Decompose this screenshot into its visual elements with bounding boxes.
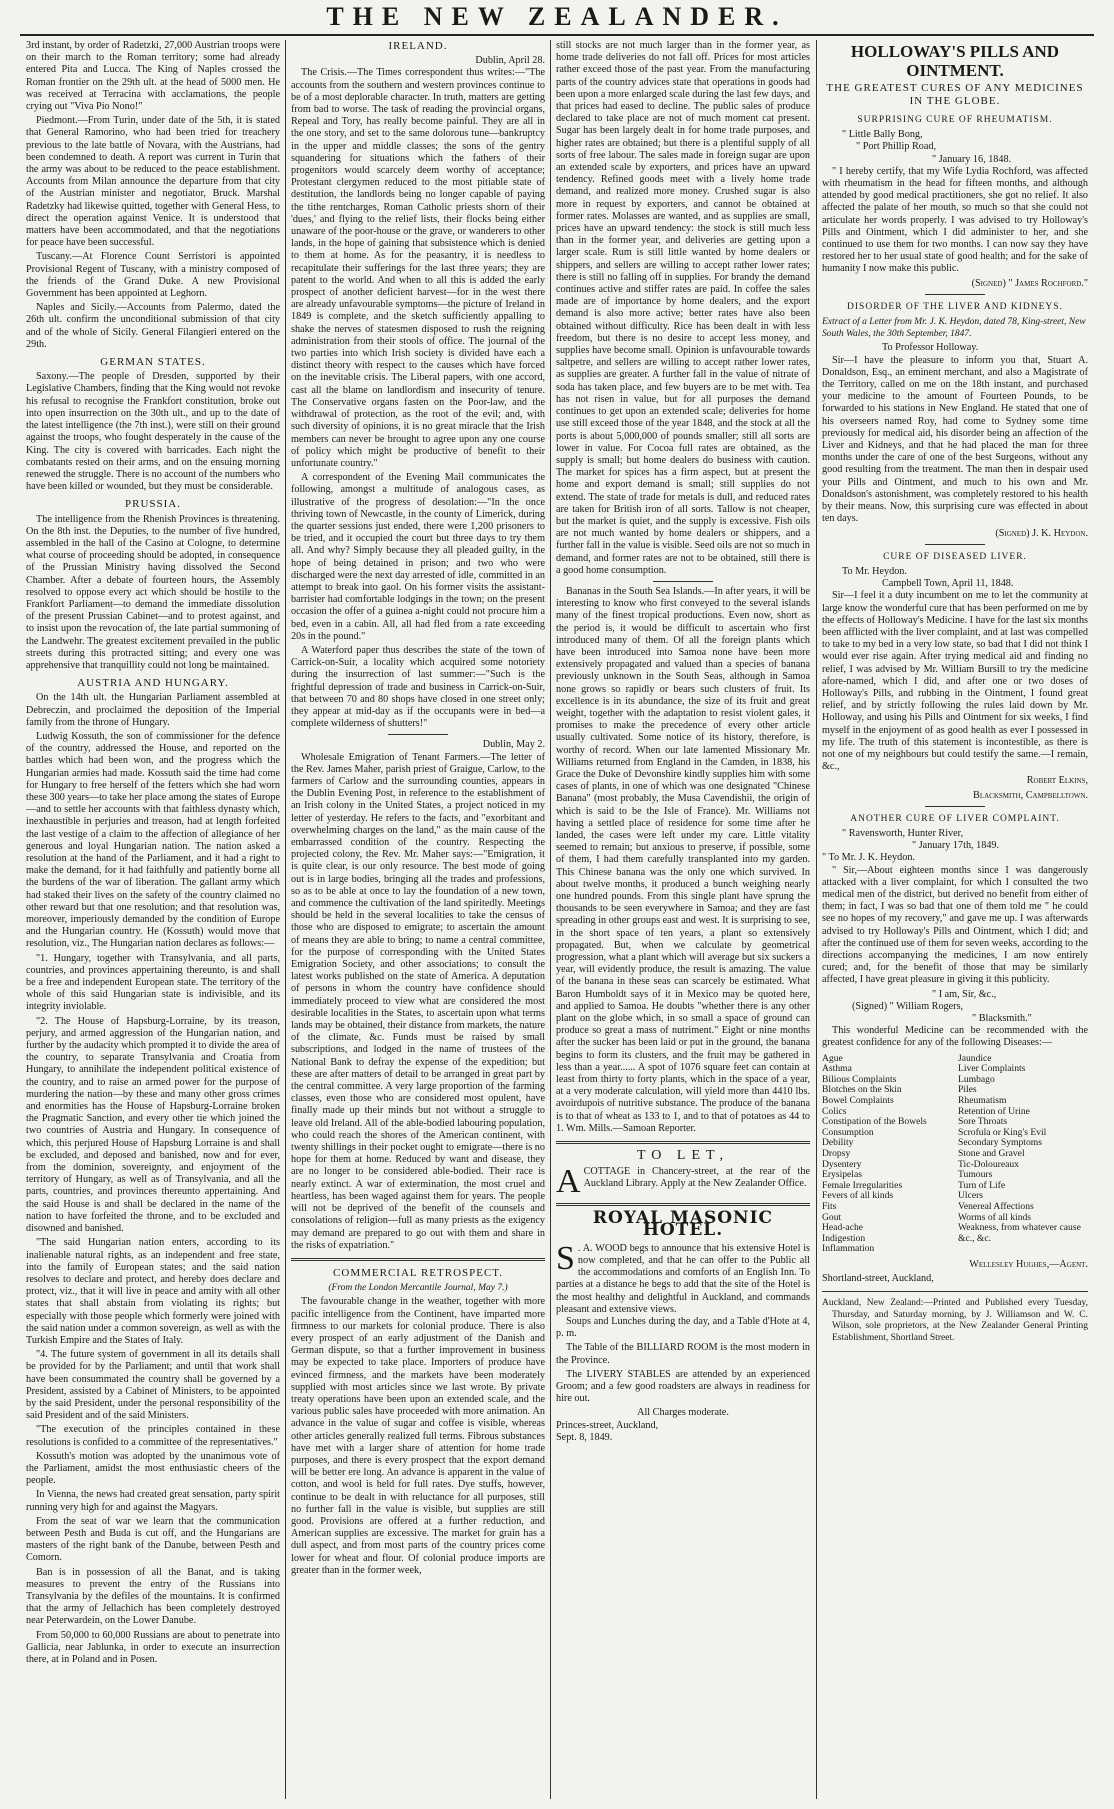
disease-item: Tumours [958, 1169, 993, 1181]
disease-list-right [958, 1054, 1088, 1255]
advert-address: Princes-street, Auckland, [556, 1419, 659, 1431]
source-note: (From the London Mercantile Journal, May 7.) [328, 1283, 508, 1294]
disease-list [822, 1054, 1088, 1255]
article-text: From the seat of war we learn that the communication between Pesth and Buda is cut off, and the Hungarians are masters of the right bank of the Danube, between Pesth and Comorn. [26, 1515, 280, 1564]
divider [653, 581, 713, 582]
article-text: still stocks are not much larger than in the former year, as home trade deliveries do not fall off. Prices for most articles rather exceed those of the past year. From the manufacturing parts of the country advices state that operations in goods had been upon a more enlarged scale during the last few days, and that prices had eased to decline. The public sales of produce declared to take place are not of much moment cat present. Sugar has been largely dealt in for home trade purposes, and higher rates are obtained; but there is a plentiful supply of all sorts of free labour. The sales made in foreign sugar are upon an extended scale by exporters, and prices have an upward tendency. Refined goods meet with a lively home trade demand, and realized more money. Crushed sugar is also more in request by exporters, and cannot be obtained at former rates. Molasses are wanted, and as supplies are small, prices have an upward tendency: the stock is still much less than in the former year, and deliveries are getting upon a larger scale. Rum is still little wanted by home dealers or shippers, and sellers are willing to accept rather lower rates; there is still no falling off in supplies. For brandy the demand continues active and stiffer rates are paid. In coffee the sales made are of importance by home dealers, and the export demand is also more active; better rates have also been obtained without difficulty. Rice has been dealt in with less freedom, but there is no desire to accept less money, and supplies have become small. Opinion is unfavourable towards saltpetre, and sellers are willing to accept rather lower rates, as supplies are greater. A further fall in the value of nitrate of soda has taken place, and few buyers are to be met with. Tea has not risen in value, but for all purposes the demand continues to get upon an extended scale; deliveries for home use still exceed those of the year 1848, and the stock at all the ports is about 5,000,000 of pounds smaller; still all sorts are lower in value. For Cocoa full rates are obtained, as the supply is small; but home dealers do business with caution. The market for spices has a firm aspect, but at present the home and export demand is small; still supplies do not extend. The state of trade for metals is dull, and reduced rates are taken for British iron of all sorts. Tallow is not cheaper, but the market is quiet, and the supply is excessive. Fish oils are not much wanted by home dealers or shippers, and a further fall in the value is visible. Seed oils are not so much in demand, and former rates are not to be obtained, still there is a good home consumption. [556, 40, 810, 576]
article-text: "The execution of the principles contained in these resolutions is confided to a committee of the representatives." [26, 1424, 280, 1448]
dateline: Dublin, May 2. [482, 739, 545, 751]
advert-text: The LIVERY STABLES are attended by an experienced Groom; and a few good roadsters are always in readiness for hire out. [556, 1368, 810, 1405]
masthead: THE NEW ZEALANDER. [326, 2, 788, 31]
signature: Blacksmith, Campbelltown. [973, 789, 1088, 801]
article-text: 3rd instant, by order of Radetzki, 27,000 Austrian troops were on their march to the Roman territory; some had already entered Pita and Lucca. The King of Naples crossed the Roman frontier on the 29th ult. at the head of 5000 men. He was received at Terracina with acclamations, the people crying out "Viva Pio Nono!" [26, 40, 280, 113]
disease-item: Fits [822, 1200, 837, 1212]
column-4 [822, 40, 1088, 1799]
article-text: Ban is in possession of all the Banat, and is taking measures to prevent the entry of the Russians into Transylvania by the defiles of the mountains. It is confirmed that the army of Jellachich has been completely destroyed near Peterwardein, on the Lower Danube. [26, 1566, 280, 1627]
column-divider [816, 40, 817, 1799]
disease-item: Lumbago [958, 1073, 995, 1085]
divider [556, 1203, 810, 1206]
article-text: Kossuth's motion was adopted by the unanimous vote of the Parliament, amidst the most enthusiastic cheers of the people. [26, 1450, 280, 1487]
article-text: The intelligence from the Rhenish Provinces is threatening. On the 8th inst. the Deputies, to the number of five hundred, assembled in the hall of the Casino at Cologne, to determine what course of proceeding should be adopted, in consequence of the Prussian Ministry having dissolved the Second Chamber. After a debate of fourteen hours, the Assembly resolved to oppose every act which should be hostile to the Frankfort Parliament—to demand the immediate dissolution of the present Prussian Cabinet—and to protest against, and to insist upon the revocation of, the late partial summoning of the Landwehr. The greatest excitement prevailed in the public streets during this protracted sitting; and every one was apprehensive that tranquillity could not long be maintained. [26, 513, 280, 671]
to-let-advert [556, 1166, 810, 1197]
disease-item: Piles [958, 1084, 977, 1096]
section-heading: AUSTRIA AND HUNGARY. [77, 677, 229, 690]
disease-item: Colics [822, 1105, 847, 1117]
column-3 [556, 40, 810, 1799]
article-text: The Crisis.—The Times correspondent thus writes:—"The accounts from the southern and western provinces continue to be of a most deplorable character. In truth, matters are getting from bad to worse. The task of reading the provincial organs, Repeal and Tory, has really become painful. They are all in the one story, and set to the same dolorous tune—bankruptcy in the upper and middle classes; the sons of the gentry squandering for situations which the fathers of their progenitors would scarcely deem worthy of acceptance; Protestant clergymen reduced to the most pitiable state of destitution, the landlords being no longer capable of paying the tithe rentcharges, Roman Catholic priests shorn of their 'dues,' and flying to the relief lists, their flocks being either unaware of the poor-house or the grave, or wanderers to other lands, in the hope of gaining that subsistence which is denied to them at home. As for the peasantry, it is needless to recapitulate their sufferings for the last three years; they are patent to the world. And when to all this is added the early prospect of another deficient harvest—for in the west there are already unfavourable symptoms—the picture of Ireland in 1849 is complete, and the sketch sufficiently appalling to shake the nerves of statesmen disposed to rush the reigning administration from their stools of office. The journal of the two parties into which Irish society is divided have each a distinct theory with respect to the causes which have forced on the inevitable crisis. The Liberal papers, with one accord, cast all the blame on landlordism and insecurity of tenure. The Conservative organs fasten on the Poor-law, and the withdrawal of protection, as the root of the evil; and, with such diversity of opinions, it is no great miracle that the Irish members can never be brought to agree upon any one course of policy which might be productive of benefit to their unfortunate country." [291, 67, 545, 469]
column-divider [285, 40, 286, 1799]
disease-item: Bilious Complaints [822, 1073, 897, 1085]
disease-item: Dropsy [822, 1147, 851, 1159]
hotel-advert [556, 1243, 810, 1316]
disease-item: Stone and Gravel [958, 1147, 1025, 1159]
drop-cap: A [556, 1166, 581, 1198]
article-text: Saxony.—The people of Dresden, supported by their Legislative Chambers, finding that the King would not revoke his refusal to recognise the Frankfort constitution, broke out into open insurrection on the 30th ult., and up to the date of the latest intelligence (the 7th inst.), were still on their ground against the troops, who fought desperately in the cause of the King. The city is covered with barricades. Each night the combatants rested on their arms, and on the ensuing morning renewed the struggle. There is no account of the numbers who have been killed or wounded, but they must be considerable. [26, 371, 280, 493]
section-heading: PRUSSIA. [125, 498, 181, 511]
column-divider [550, 40, 551, 1799]
section-heading: IRELAND. [388, 40, 448, 52]
letter-recipient: To Professor Holloway. [882, 342, 979, 354]
disease-item: Jaundice [958, 1052, 992, 1064]
column-1 [26, 40, 280, 1799]
divider [925, 806, 985, 807]
article-text: Naples and Sicily.—Accounts from Palermo, dated the 26th ult. confirm the unconditional submission of that city and of the whole of Sicily. General Filangieri entered on the 29th. [26, 302, 280, 350]
disease-item: Female Irregularities [822, 1179, 903, 1191]
divider [925, 294, 985, 295]
disease-item: Indigestion [822, 1232, 866, 1244]
testimonial-text: Sir—I have the pleasure to inform you that, Stuart A. Donaldson, Esq., an eminent merchant, and also a Magistrate of the Territory, called on me on the 18th instant, and purchased your medicine to the amount of Fourteen Pounds, to be forwarded to his stations in New England. He stated that one of his overseers named Roy, had come to Sydney some time previously for medical aid, his disorder being an affection of the Liver and Kidneys, and that he had placed the man for three months under the care of one of the best Surgeons, without any good resulting from the treatment. The man then in despair used your Pills and Ointment, and much to his own and Mr. Donaldson's astonishment, was completely restored to his health by their means. Now, this surprising cure was effected in about ten days. [822, 354, 1088, 525]
disease-item: &c., &c. [958, 1232, 992, 1244]
letter-address: Campbell Town, April 11, 1848. [882, 578, 1014, 590]
disease-item: Secondary Symptoms [958, 1137, 1042, 1149]
divider [925, 544, 985, 545]
letter-recipient: " To Mr. J. K. Heydon. [822, 852, 915, 864]
disease-item: Blotches on the Skin [822, 1084, 902, 1096]
testimonial-subheading: Extract of a Letter from Mr. J. K. Heydon, dated 78, King-street, New South Wales, the 30th September, 1847. [822, 317, 1086, 340]
article-text: Piedmont.—From Turin, under date of the 5th, it is stated that General Ramorino, who had been tried for treachery previous to the late battle of Novara, with the Austrians, had been condemned to death. A report was current in Turin that the army was about to be reduced to the peace establishment. Accounts from Milan announce the departure from that city of the Austrian minister and negotiator, Bruck. Marshal Radetzky had likewise quitted, together with General Hess, to direct the operation against Venice. It is understood that matters have been accommodated, and that the negotiations for peace have been successful. [26, 115, 280, 249]
disease-item: Consumption [822, 1126, 874, 1138]
advert-text: COTTAGE in Chancery-street, at the rear of the Auckland Library. Apply at the New Zealander Office. [583, 1166, 810, 1190]
letter-address: " Port Phillip Road, [856, 141, 937, 153]
signature: " Blacksmith." [972, 1013, 1032, 1025]
divider [388, 734, 448, 735]
divider [556, 1141, 810, 1144]
article-text: From 50,000 to 60,000 Russians are about to penetrate into Gallicia, near Jablunka, in order to execute an insurrection there, at in Poland and in Posen. [26, 1629, 280, 1665]
disease-item: Ague [822, 1052, 843, 1064]
disease-item: Dysentery [822, 1158, 862, 1170]
advert-subtitle: THE GREATEST CURES OF ANY MEDICINES IN THE GLOBE. [826, 82, 1084, 107]
disease-item: Retention of Urine [958, 1105, 1030, 1117]
section-heading: COMMERCIAL RETROSPECT. [333, 1266, 503, 1279]
disease-list-left [822, 1054, 952, 1255]
article-text: Bananas in the South Sea Islands.—In after years, it will be interesting to know who first conveyed to the several islands many of the finest tropical productions. Even now, short as the period is, it would be difficult to ascertain who first introduced many of them. Of all the foreign plants which have been introduced into Samoa none have been more extensively propagated and valued than a species of banana previously unknown in the South Seas, although in Samoa none grows so rapidly or bears such clusters of fruit. Its excellence is in its abundance, the size of its fruit and great weight, together with the adaptation to resist violent gales, it promises to make the precedence of every other article usually cultivated. Some notice of its history, therefore, is worthy of record. When our late lamented Missionary Mr. Williams returned from England in the Camden, in 1838, his Grace the Duke of Devonshire kindly supplies him with some cases of plants, in one of which was one designated "Chinese Banana" (most probably, the Musa Cavendishii, the origin of which is said to be the Isle of France). Mr. Williams not having a settled place of residence for some time after he landed, the cases were left under my care. Little vitality seemed to remain; but anxious to preserve, if possible, some of them, I had them carefully transplanted into my garden. This Chinese banana was the only one which survived. In about twelve months, it produced a bunch weighing nearly one hundred pounds. From this single plant have sprung the thousands to be seen everywhere in Samoa; and they are fast spreading in other groups east and west. It is surprising to see, in the short space of ten years, a plant so extensively propagated. But, when we calculate by geometrical progression, what a plant which will average but six suckers a year, will evidently produce, the result is amazing. The value of the banana in these seas can scarcely be estimated. What Baron Humboldt says of it in Mexico may be quoted here, and applied to Samoa. He doubts "whether there is any other plant on the globe which, in so small a space of ground can produce so great a mass of nutriment." Eight or nine months after the sucker has been laid or put in the ground, the banana begins to form its clusters, and the fruit may be gathered in less than a year...... A spot of 1076 square feet can contain at least from thirty to forty plants, which in the space of a year, at a very moderate calculation, will yield more than 4410 lbs. avoirdupois of nutritive substance. The produce of the banana is to that of wheat as 133 to 1, and to that of potatoes as 44 to 1. Wm. Mills.—Samoan Reporter. [556, 585, 810, 1134]
disease-item: Scrofula or King's Evil [958, 1126, 1047, 1138]
testimonial-text: " Sir,—About eighteen months since I was dangerously attacked with a liver complaint, for which I consulted the two medical men of the district, but derived no benefit from either of them; in fact, I was so bad that one of them told me " he could see no hopes of my recovery," and gave me up. I was afterwards advised to try Holloway's Pills and Ointment, which I did; and after the continued use of them for seven weeks, according to the directions accompanying the medicines, I am now entirely cured; and, for the benefit of those that may be similarly affected, I have great pleasure in giving it this publicity. [822, 864, 1088, 986]
column-2 [291, 40, 545, 1799]
article-text: "2. The House of Hapsburg-Lorraine, by its treason, perjury, and armed aggression of the Hungarian nation, and further by the audacity which prompted it to divide the area of the country, to separate Transylvania and Croatia from Hungary, to annihilate the independent political existence of the country, and to raise an armed power for the purpose of murdering the nation—by these and many other gross crimes and enormities has the House of Hapsburg-Lorraine broken the Pragmatic Sanction, and every other tie which joined the two countries of Austria and Hungary. In consequence of which, this perjured House of Hapsburg Lorraine is and shall be excluded, and deposed and banished, now and for ever, from the dominion, sovereignty, and enjoyment of the territory of Hungary, as well as of Transylvania, and all the parts, countries, and provinces thereunto appertaining. And the said House is and shall be declared in the name of the nation to have forfeited the throne, and to be excluded and disowned and banished. [26, 1015, 280, 1235]
disease-item: Erysipelas [822, 1169, 862, 1181]
letter-recipient: To Mr. Heydon. [842, 565, 907, 577]
disease-item: Bowel Complaints [822, 1095, 894, 1106]
testimonial-text: " I hereby certify, that my Wife Lydia Rochford, was affected with rheumatism in the head for fifteen months, and although attended by good medical practitioners, she got no relief. It also affected the palate of her mouth, so much so that she could not articulate her words properly. I was advised to try Holloway's Pills and Ointment, which I did administer to her, and she continued to use them for two months. I can now say they have restored her to her usual state of good health; and for the sake of humanity I now make this public. [822, 165, 1088, 275]
disease-item: Turn of Life [958, 1179, 1006, 1191]
testimonial-heading: SURPRISING CURE OF RHEUMATISM. [857, 115, 1053, 125]
drop-cap: S [556, 1242, 575, 1277]
article-text: Tuscany.—At Florence Count Serristori is appointed Provisional Regent of Tuscany, with a ministry composed of the friends of the Grand Duke. A new Provisional Government has been appointed at Leghorn. [26, 251, 280, 300]
testimonial-heading: ANOTHER CURE OF LIVER COMPLAINT. [850, 813, 1060, 824]
disease-item: Inflammation [822, 1243, 875, 1255]
disease-item: Ulcers [958, 1190, 984, 1202]
advert-text: The Table of the BILLIARD ROOM is the most modern in the Province. [556, 1342, 810, 1366]
disease-item: Sore Throats [958, 1116, 1008, 1128]
agent-address: Shortland-street, Auckland, [822, 1273, 934, 1285]
article-text: Ludwig Kossuth, the son of commissioner for the defence of the country, addressed the House, and reported on the battles which had been won, and the progress which the Hungarian armies had made. Kossuth said the time had come for Hungary to free herself of the fetters which she had worn these 300 years—to take her place among the states of Europe—and to settle her accounts with that faithless dynasty which, inexhaustible in perjuries and treason, had at length forfeited the last vestige of a claim to the affection of allegiance of her generous and loyal Hungarian nation. The nation asked a resolution at the hand of the Parliament, and it had a right to make the demand, for it had faithfully and patiently borne all the burdens of the war of liberation. The gallant army which had staked their lives on the safety of the country claimed no other reward but that one resolution; and that resolution was, moreover, imperiously demanded by the condition of Europe and the Hungarian country. He (Kossuth) would move that resolution, viz., The Hungarian nation declares as follows:— [26, 730, 280, 950]
letter-closing: " I am, Sir, &c., [932, 988, 997, 1000]
letter-address: " Little Bally Bong, [842, 129, 923, 141]
signature: (Signed) J. K. Heydon. [995, 527, 1088, 539]
testimonial-heading: DISORDER OF THE LIVER AND KIDNEYS. [847, 301, 1063, 312]
disease-item: Worms of all kinds [958, 1211, 1032, 1223]
article-text: On the 14th ult. the Hungarian Parliament assembled at Debreczin, and proclaimed the deposition of the Imperial family from the throne of Hungary. [26, 692, 280, 728]
agent-name: Wellesley Hughes,—Agent. [969, 1258, 1088, 1270]
article-text: In Vienna, the news had created great sensation, party spirit running very high for and against the Magyars. [26, 1489, 280, 1513]
disease-item: Weakness, from whatever cause [958, 1222, 1081, 1234]
article-text: Wholesale Emigration of Tenant Farmers.—The letter of the Rev. James Maher, parish priest of Graigue, Carlow, to the farmers of Carlow and the surrounding counties, appears in the Dublin Evening Post, in reference to the establishment of an Irish colony in the United States, a project noticed in my letter of yesterday. He refers to the facts, and "exorbitant and overwhelming charges on the land," as the main cause of the embarrassed condition of the country. Respecting the projected colony, the Rev. Mr. Maher says:—"Emigration, it is quite clear, is our only resource. The best mode of going out is in large bodies, bringing all the trades and professions, so as to be able at once to lay the foundation of a new town, and commence the cultivation of the land spiritedly. Meetings should be held in the several localities to take the census of those who are disposed to emigrate; to ascertain the amount of means they are able to bring; to name a central committee, for the purpose of corresponding with the United States Emigration Society, and other associations; to consult the latest works published on the state of America. A deputation of persons in whom the country have confidence should immediately proceed to view what are considered the most desirable localities in the States, to ascertain upon what terms lands may be obtained, their distance from markets, the nature of the climate, &c. Funds must be raised by small subscriptions, and lodged in the name of trustees of the National Bank to defray the expense of the expedition; but these are after matters of detail to be arranged in great part by the central committee. A very large proportion of the farming classes, even those who are considered most opulent, have finally made up their minds but not without a struggle to leave old Ireland. All of the able-bodied labouring population, who could reach the shores of the American continent, with twenty shillings in their pocket ought to emigrate—there is no hope for them at home. Reduced by want and disease, they are no longer to be considered able-bodied. Their race is nearly extinct. A war of extermination, the most cruel and heartless, has been waged against them for years. The people will not be deprived of the benefit of the counsels and consolations of religion—full as many priests as the exigency may demand are prepared to go out with them and share in the risks of expatriation." [291, 751, 545, 1251]
disease-item: Liver Complaints [958, 1063, 1026, 1075]
disease-item: Constipation of the Bowels [822, 1116, 927, 1128]
section-heading: GERMAN STATES. [100, 356, 206, 369]
disease-item: Asthma [822, 1063, 852, 1075]
disease-item: Gout [822, 1211, 842, 1223]
signature: (Signed) " James Rochford." [971, 277, 1088, 289]
advert-date: Sept. 8, 1849. [556, 1431, 613, 1443]
advert-title: ROYAL MASONIC HOTEL. [592, 1208, 774, 1241]
disease-item: Rheumatism [958, 1095, 1007, 1106]
dateline: Dublin, April 28. [475, 55, 545, 67]
disease-item: Fevers of all kinds [822, 1190, 894, 1202]
disease-item: Venereal Affections [958, 1200, 1034, 1212]
masthead-rule [20, 34, 1094, 36]
article-text: "The said Hungarian nation enters, according to its inalienable natural rights, as an independent and free state, into the family of European states; and the said nation resolves to declare and protect, and hereby does declare and protect, viz., that it will live in peace and amity with all other states that shall abstain from violating its rights; but especially with those people which formerly were joined with the said nation under a common sovereign, as well as with the Turkish Empire and the States of Italy. [26, 1237, 280, 1346]
letter-address: " January 16, 1848. [932, 153, 1012, 165]
signature: Robert Elkins, [1026, 775, 1088, 787]
testimonial-text: Sir—I feel it a duty incumbent on me to let the community at large know the wonderful cure that has been performed on me by the effects of Holloway's Medicine. I have for the last six months been afflicted with the liver complaint, and at last was compelled to take to my bed in a very low state, so bad that I did not think I would ever rise again. After trying medical aid and finding no relief, I was advised by Mr. William Bursill to try the medicine afore-named, which I did, and after one or two doses of Holloway's Pills, and rubbing in the Ointment, I found great relief, and by strictly following the rules laid down by Mr. Holloway, and using his Pills and Ointment for six weeks, I find myself in the enjoyment of as good health as ever I possessed in my life. The truth of this statement is incontestible, as there is not one of my neighbours but could testify the same.—I remain, &c., [822, 590, 1088, 773]
disease-item: Debility [822, 1137, 854, 1149]
article-text: A correspondent of the Evening Mail communicates the following, amongst a multitude of analogous cases, as illustrative of the progress of desolation:—"In the once thriving town of Newcastle, in the county of Limerick, during the quarter sessions just ended, there were 1,200 prisoners to be tried, and it occupied the court but three days to try them all. And why? Simply because they all pleaded guilty, in the hope of being detained in prison; and two who were discharged were the next day arrested of idle, committed in an attempt to break into gaol. On his former visits the assistant-barrister had comfortable lodgings in the town; on the present occasion the offer of a guinea a-night could not procure him a bed, even in a cabin. All, all had fled from a rate exceeding 20s in the pound." [291, 472, 545, 642]
advert-text: All Charges moderate. [637, 1407, 729, 1419]
article-text: A Waterford paper thus describes the state of the town of Carrick-on-Suir, a locality which acquired some notoriety during the insurrection of last summer:—"Such is the frightful depression of trade and business in Carrick-on-Suir, that between 70 and 80 shops have closed in one street only; they appear at mid-day as if the occupants were in bed—a complete wilderness of shutters!" [291, 644, 545, 730]
article-text: "4. The future system of government in all its details shall be provided for by the Parliament; and until that work shall have been consummated the country shall be governed by a President, assisted by a Cabinet of Ministers, to be appointed by the said President, under the personal responsibility of the said President and of the said Ministers. [26, 1349, 280, 1422]
disease-item: Head-ache [822, 1222, 864, 1234]
advert-title: TO LET, [636, 1148, 730, 1164]
letter-address: " Ravensworth, Hunter River, [842, 827, 964, 839]
advert-title: HOLLOWAY'S PILLS AND OINTMENT. [850, 42, 1060, 80]
letter-address: " January 17th, 1849. [912, 840, 1000, 852]
disease-item: Tic-Doloureaux [958, 1158, 1019, 1170]
article-text: "1. Hungary, together with Transylvania, and all parts, countries, and provinces appertaining thereunto, is and shall be a free and independent European state. The territory of the whole of this said Hungarian state is indivisible, and its integrity inviolable. [26, 952, 280, 1013]
signature: (Signed) " William Rogers, [852, 1000, 964, 1012]
testimonial-heading: CURE OF DISEASED LIVER. [883, 551, 1027, 562]
advert-text: This wonderful Medicine can be recommended with the greatest confidence for any of the following Diseases:— [822, 1025, 1088, 1049]
divider [291, 1258, 545, 1261]
article-text: The favourable change in the weather, together with more pacific intelligence from the Continent, have imparted more firmness to our markets for colonial produce. There is also every prospect of an early adjustment of the Danish and German dispute, so that a further improvement in business may be expected to take place. Importers of produce have evinced firmness, and the markets have been moderately supplied with most articles since we last wrote. By private treaty operations have been upon an extended scale, and the various public sales have proceeded with more animation. An advance in the value of sugar and coffee is visible, whereas other articles generally realized full terms. Fibrous substances have met with a larger share of attention for home trade purposes, and there is every prospect that the export demand will be better ere long. An advance is apparent in the value of cotton, and wool is held for full rates. Dye stuffs, however, continue to be dealt in with reluctance for all purposes, still no further fall in the value is visible, but supplies are still good. Provisions are offered at a further reduction, and American supplies are excessive. The market for grain has a dull aspect, and from most parts of the country prices come lower for wheat and flour. Of colonial produce imports are greater than in the former week, [291, 1296, 545, 1576]
advert-text: . A. WOOD begs to announce that his extensive Hotel is now completed, and that he can offer to the Public all the accommodations and comforts of an English Inn. To parties at a distance he begs to add that the site of the Hotel is the most healthy and delightful in Auckland, and commands pleasant and extensive views. [556, 1242, 810, 1315]
divider [822, 1291, 1088, 1292]
imprint: Auckland, New Zealand:—Printed and Published every Tuesday, Thursday, and Saturday morning, by J. Williamson and W. C. Wilson, sole proprietors, at the New Zealander General Printing Establishment, Shortland Street. [822, 1298, 1088, 1343]
advert-text: Soups and Lunches during the day, and a Table d'Hote at 4, p. m. [556, 1315, 810, 1340]
